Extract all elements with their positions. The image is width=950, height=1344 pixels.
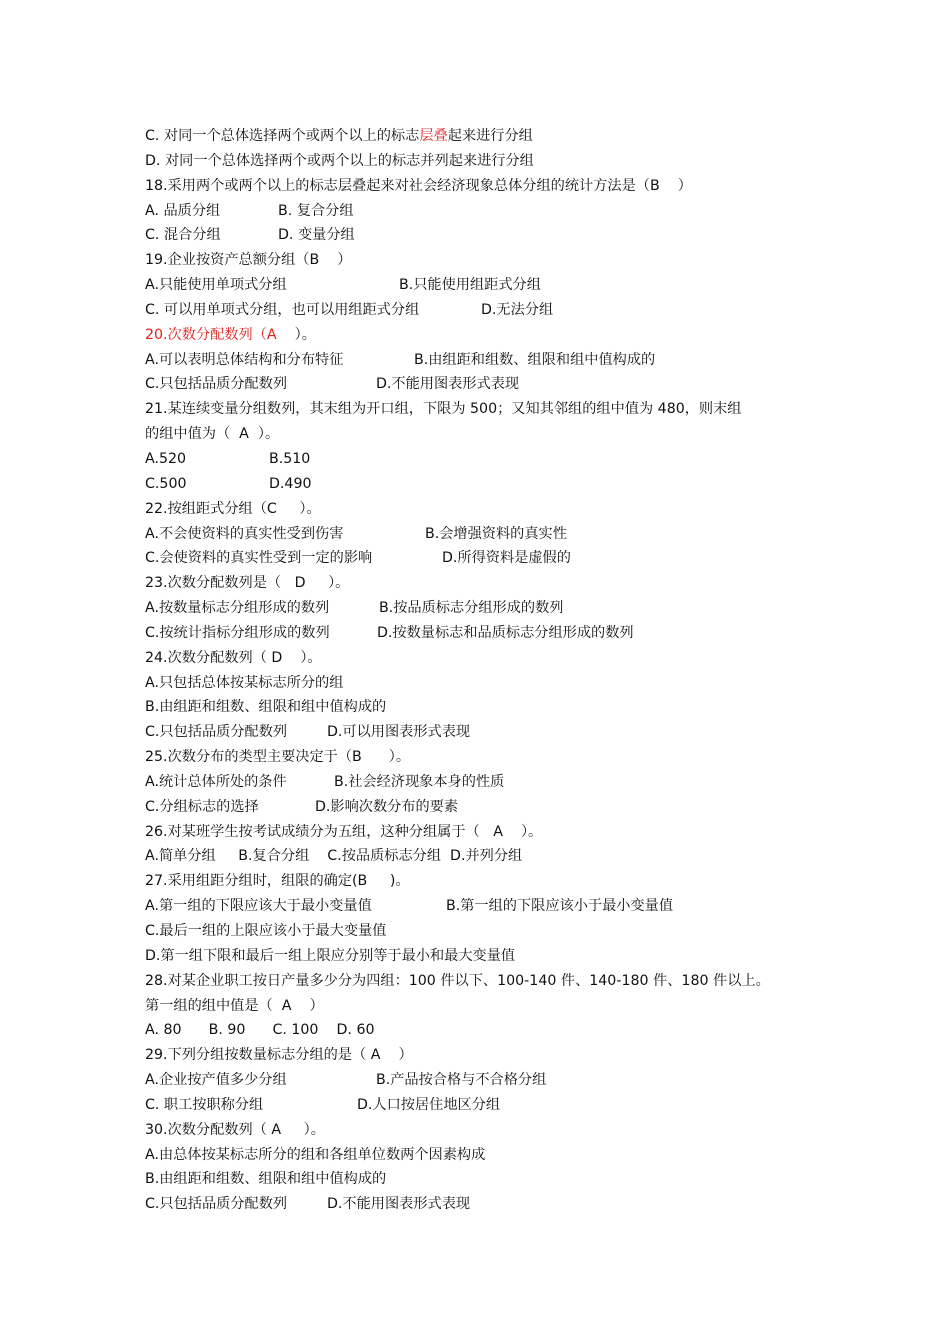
option-row: A.第一组的下限应该大于最小变量值 B.第一组的下限应该小于最小变量值 xyxy=(145,898,674,915)
question-line: 30.次数分配数列（ A ）。 xyxy=(145,1121,325,1138)
option-line: D. 对同一个总体选择两个或两个以上的标志并列起来进行分组 xyxy=(145,152,534,169)
option-row: C.只包括品质分配数列 D.可以用图表形式表现 xyxy=(145,724,471,741)
option-row: A.只能使用单项式分组 B.只能使用组距式分组 xyxy=(145,277,541,294)
question-line: 18.采用两个或两个以上的标志层叠起来对社会经济现象总体分组的统计方法是（B ） xyxy=(145,177,692,194)
question-line: 26.对某班学生按考试成绩分为五组，这种分组属于（ A ）。 xyxy=(145,823,543,840)
question-line: 24.次数分配数列（ D ）。 xyxy=(145,649,322,666)
option-row: A. 品质分组 B. 复合分组 xyxy=(145,202,354,219)
question-line: 20.次数分配数列（A ）。 xyxy=(145,326,316,343)
option-row: C. 职工按职称分组 D.人口按居住地区分组 xyxy=(145,1096,501,1113)
question-line: 21.某连续变量分组数列，其末组为开口组，下限为 500；又知其邻组的组中值为 480，则末组 xyxy=(145,401,742,418)
option-row: A.520 B.510 xyxy=(145,450,311,467)
option-row: A.不会使资料的真实性受到伤害 B.会增强资料的真实性 xyxy=(145,525,567,542)
question-line: 22.按组距式分组（C ）。 xyxy=(145,500,321,517)
option-line: D.第一组下限和最后一组上限应分别等于最小和最大变量值 xyxy=(145,947,516,964)
document-page xyxy=(145,124,835,1217)
highlighted-text: 次数分配数列（A xyxy=(167,326,277,343)
question-line: 23.次数分配数列是（ D ）。 xyxy=(145,575,350,592)
question-line: 29.下列分组按数量标志分组的是（ A ） xyxy=(145,1047,413,1064)
option-line: A.简单分组 B.复合分组 C.按品质标志分组 D.并列分组 xyxy=(145,848,523,865)
option-row: C.500 D.490 xyxy=(145,475,312,492)
option-row: A.可以表明总体结构和分布特征 B.由组距和组数、组限和组中值构成的 xyxy=(145,351,656,368)
option-row: C.只包括品质分配数列 D.不能用图表形式表现 xyxy=(145,376,520,393)
highlighted-text: 层叠 xyxy=(419,128,448,144)
option-line: C. 对同一个总体选择两个或两个以上的标志层叠起来进行分组 xyxy=(145,128,533,144)
option-line: B.由组距和组数、组限和组中值构成的 xyxy=(145,1171,387,1188)
option-row: C.按统计指标分组形成的数列 D.按数量标志和品质标志分组形成的数列 xyxy=(145,624,634,641)
option-row: C.分组标志的选择 D.影响次数分布的要素 xyxy=(145,798,459,815)
option-row: C.只包括品质分配数列 D.不能用图表形式表现 xyxy=(145,1196,471,1213)
option-row: A.企业按产值多少分组 B.产品按合格与不合格分组 xyxy=(145,1072,547,1089)
question-line: 第一组的组中值是（ A ） xyxy=(145,997,324,1014)
option-row: C.会使资料的真实性受到一定的影响 D.所得资料是虚假的 xyxy=(145,550,571,567)
option-row: A.统计总体所处的条件 B.社会经济现象本身的性质 xyxy=(145,773,505,790)
question-line: 27.采用组距分组时，组限的确定(B )。 xyxy=(145,873,410,890)
question-line: 28.对某企业职工按日产量多少分为四组：100 件以下、100-140 件、140-180 件、180 件以上。 xyxy=(145,972,770,989)
option-row: A.按数量标志分组形成的数列 B.按品质标志分组形成的数列 xyxy=(145,600,564,617)
option-line: A.由总体按某标志所分的组和各组单位数两个因素构成 xyxy=(145,1146,486,1163)
option-row: C. 混合分组 D. 变量分组 xyxy=(145,227,355,244)
question-line: 25.次数分布的类型主要决定于（B ）。 xyxy=(145,749,411,766)
option-row: C. 可以用单项式分组，也可以用组距式分组 D.无法分组 xyxy=(145,301,554,318)
question-line: 19.企业按资产总额分组（B ） xyxy=(145,252,352,269)
option-line: B.由组距和组数、组限和组中值构成的 xyxy=(145,699,387,716)
option-line: C.最后一组的上限应该小于最大变量值 xyxy=(145,923,387,939)
question-line: 的组中值为（ A ）。 xyxy=(145,426,280,443)
option-line: A.只包括总体按某标志所分的组 xyxy=(145,674,344,691)
option-line: A. 80 B. 90 C. 100 D. 60 xyxy=(145,1022,375,1039)
